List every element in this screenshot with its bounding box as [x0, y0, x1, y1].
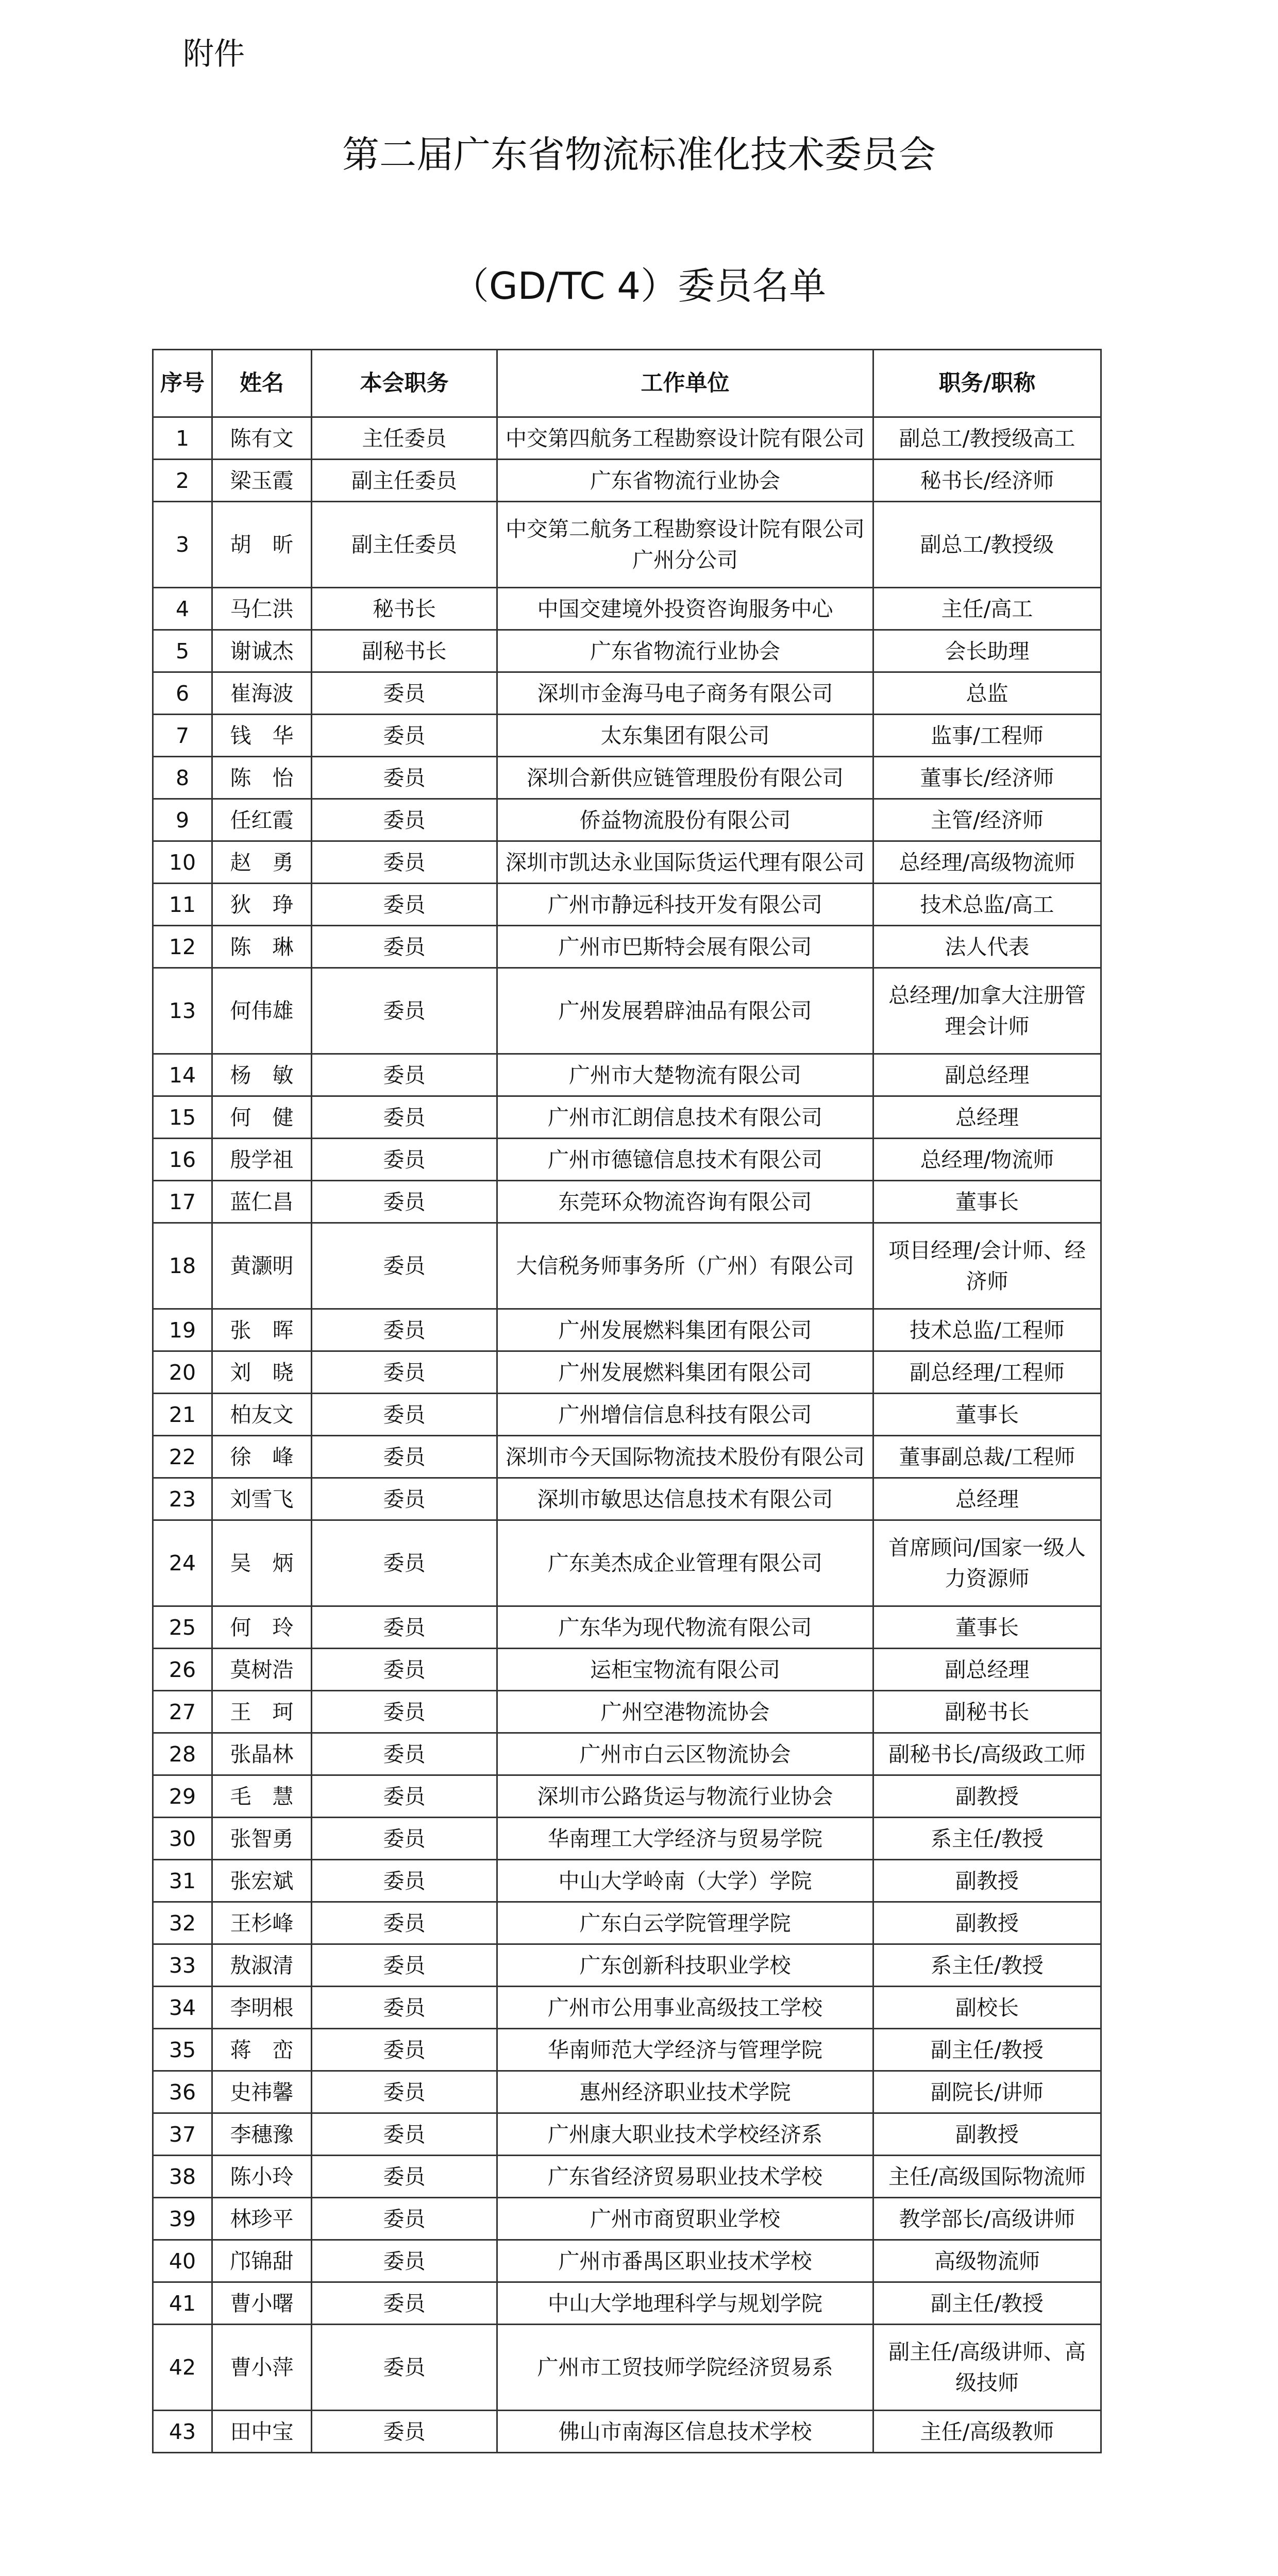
cell-name: 何伟雄 — [212, 968, 312, 1054]
cell-no: 2 — [153, 460, 212, 502]
cell-title: 副教授 — [873, 1902, 1101, 1944]
table-row — [153, 1860, 1101, 1902]
cell-role: 委员 — [312, 1520, 497, 1606]
cell-name: 杨 敏 — [212, 1054, 312, 1096]
cell-title: 副总经理 — [873, 1649, 1101, 1691]
cell-role: 委员 — [312, 1478, 497, 1520]
cell-name: 蒋 峦 — [212, 2029, 312, 2071]
cell-role: 委员 — [312, 926, 497, 968]
cell-unit: 广州市巴斯特会展有限公司 — [497, 926, 873, 968]
table-row — [153, 2113, 1101, 2156]
table-row — [153, 1394, 1101, 1436]
cell-unit: 华南理工大学经济与贸易学院 — [497, 1818, 873, 1860]
cell-role: 委员 — [312, 1606, 497, 1649]
cell-no: 10 — [153, 841, 212, 884]
cell-no: 43 — [153, 2411, 212, 2453]
table-row — [153, 1054, 1101, 1096]
column-header-name: 姓名 — [212, 350, 312, 417]
cell-no: 6 — [153, 672, 212, 715]
cell-title: 首席顾问/国家一级人力资源师 — [873, 1520, 1101, 1606]
cell-unit: 广州市公用事业高级技工学校 — [497, 1987, 873, 2029]
cell-no: 38 — [153, 2156, 212, 2198]
cell-unit: 广东白云学院管理学院 — [497, 1902, 873, 1944]
cell-title: 秘书长/经济师 — [873, 460, 1101, 502]
cell-role: 委员 — [312, 2113, 497, 2156]
cell-name: 陈有文 — [212, 417, 312, 460]
cell-name: 毛 慧 — [212, 1775, 312, 1818]
cell-role: 副秘书长 — [312, 630, 497, 672]
cell-title: 会长助理 — [873, 630, 1101, 672]
cell-unit: 广州市工贸技师学院经济贸易系 — [497, 2325, 873, 2411]
cell-title: 主任/高级国际物流师 — [873, 2156, 1101, 2198]
cell-unit: 佛山市南海区信息技术学校 — [497, 2411, 873, 2453]
table-row — [153, 630, 1101, 672]
table-row — [153, 1351, 1101, 1394]
cell-title: 主任/高级教师 — [873, 2411, 1101, 2453]
cell-no: 15 — [153, 1096, 212, 1139]
cell-title: 系主任/教授 — [873, 1818, 1101, 1860]
cell-no: 21 — [153, 1394, 212, 1436]
cell-name: 刘 晓 — [212, 1351, 312, 1394]
cell-title: 总经理 — [873, 1096, 1101, 1139]
cell-name: 狄 琤 — [212, 884, 312, 926]
table-row — [153, 1436, 1101, 1478]
cell-title: 主管/经济师 — [873, 799, 1101, 841]
cell-name: 钱 华 — [212, 715, 312, 757]
cell-role: 主任委员 — [312, 417, 497, 460]
cell-unit: 广东创新科技职业学校 — [497, 1944, 873, 1987]
cell-unit: 深圳市敏思达信息技术有限公司 — [497, 1478, 873, 1520]
member-table — [152, 349, 1102, 2453]
cell-role: 副主任委员 — [312, 502, 497, 588]
cell-role: 委员 — [312, 1987, 497, 2029]
table-row — [153, 1902, 1101, 1944]
cell-title: 副教授 — [873, 2113, 1101, 2156]
cell-title: 副主任/教授 — [873, 2282, 1101, 2325]
cell-no: 22 — [153, 1436, 212, 1478]
cell-no: 1 — [153, 417, 212, 460]
table-row — [153, 1987, 1101, 2029]
cell-title: 技术总监/高工 — [873, 884, 1101, 926]
cell-unit: 广东省经济贸易职业技术学校 — [497, 2156, 873, 2198]
cell-title: 总监 — [873, 672, 1101, 715]
cell-role: 委员 — [312, 1394, 497, 1436]
cell-title: 副教授 — [873, 1860, 1101, 1902]
table-body — [153, 417, 1101, 2453]
cell-name: 陈 怡 — [212, 757, 312, 799]
cell-title: 副校长 — [873, 1987, 1101, 2029]
cell-role: 委员 — [312, 2411, 497, 2453]
table-row — [153, 1478, 1101, 1520]
cell-name: 邝锦甜 — [212, 2240, 312, 2282]
cell-title: 主任/高工 — [873, 588, 1101, 630]
column-header-no: 序号 — [153, 350, 212, 417]
cell-name: 柏友文 — [212, 1394, 312, 1436]
cell-no: 29 — [153, 1775, 212, 1818]
table-row — [153, 460, 1101, 502]
cell-no: 42 — [153, 2325, 212, 2411]
cell-no: 17 — [153, 1181, 212, 1223]
cell-no: 24 — [153, 1520, 212, 1606]
table-row — [153, 2198, 1101, 2240]
cell-role: 委员 — [312, 1096, 497, 1139]
cell-role: 委员 — [312, 2240, 497, 2282]
table-row — [153, 2325, 1101, 2411]
cell-title: 技术总监/工程师 — [873, 1309, 1101, 1351]
cell-title: 法人代表 — [873, 926, 1101, 968]
table-row — [153, 2240, 1101, 2282]
cell-name: 敖淑清 — [212, 1944, 312, 1987]
column-header-unit: 工作单位 — [497, 350, 873, 417]
cell-unit: 广州发展燃料集团有限公司 — [497, 1351, 873, 1394]
cell-no: 11 — [153, 884, 212, 926]
table-row — [153, 799, 1101, 841]
table-row — [153, 417, 1101, 460]
cell-title: 董事长 — [873, 1181, 1101, 1223]
document-title: 第二届广东省物流标准化技术委员会 — [342, 133, 936, 176]
cell-name: 赵 勇 — [212, 841, 312, 884]
cell-role: 委员 — [312, 1649, 497, 1691]
column-header-title: 职务/职称 — [873, 350, 1101, 417]
table-row — [153, 1775, 1101, 1818]
cell-no: 25 — [153, 1606, 212, 1649]
cell-role: 委员 — [312, 1309, 497, 1351]
cell-unit: 大信税务师事务所（广州）有限公司 — [497, 1223, 873, 1309]
table-row — [153, 672, 1101, 715]
cell-unit: 广东省物流行业协会 — [497, 460, 873, 502]
cell-title: 董事长 — [873, 1606, 1101, 1649]
cell-name: 王杉峰 — [212, 1902, 312, 1944]
cell-title: 副总工/教授级高工 — [873, 417, 1101, 460]
cell-unit: 广州市白云区物流协会 — [497, 1733, 873, 1775]
cell-unit: 广东省物流行业协会 — [497, 630, 873, 672]
cell-name: 吴 炳 — [212, 1520, 312, 1606]
cell-no: 18 — [153, 1223, 212, 1309]
cell-name: 李明根 — [212, 1987, 312, 2029]
cell-name: 何 健 — [212, 1096, 312, 1139]
cell-unit: 深圳市今天国际物流技术股份有限公司 — [497, 1436, 873, 1478]
table-row — [153, 502, 1101, 588]
cell-title: 副院长/讲师 — [873, 2071, 1101, 2113]
cell-name: 王 珂 — [212, 1691, 312, 1733]
cell-name: 林珍平 — [212, 2198, 312, 2240]
cell-unit: 广州市番禺区职业技术学校 — [497, 2240, 873, 2282]
cell-no: 33 — [153, 1944, 212, 1987]
cell-name: 陈 琳 — [212, 926, 312, 968]
cell-title: 教学部长/高级讲师 — [873, 2198, 1101, 2240]
cell-unit: 广州增信信息科技有限公司 — [497, 1394, 873, 1436]
cell-role: 委员 — [312, 1139, 497, 1181]
cell-unit: 广州康大职业技术学校经济系 — [497, 2113, 873, 2156]
cell-role: 委员 — [312, 672, 497, 715]
cell-role: 委员 — [312, 757, 497, 799]
table-row — [153, 1309, 1101, 1351]
table-row — [153, 757, 1101, 799]
cell-name: 梁玉霞 — [212, 460, 312, 502]
cell-role: 委员 — [312, 1902, 497, 1944]
cell-no: 30 — [153, 1818, 212, 1860]
cell-role: 副主任委员 — [312, 460, 497, 502]
cell-title: 副秘书长 — [873, 1691, 1101, 1733]
cell-no: 23 — [153, 1478, 212, 1520]
table-row — [153, 2282, 1101, 2325]
cell-unit: 华南师范大学经济与管理学院 — [497, 2029, 873, 2071]
table-row — [153, 1606, 1101, 1649]
cell-title: 总经理 — [873, 1478, 1101, 1520]
cell-no: 7 — [153, 715, 212, 757]
cell-no: 8 — [153, 757, 212, 799]
cell-name: 张晶林 — [212, 1733, 312, 1775]
cell-title: 系主任/教授 — [873, 1944, 1101, 1987]
table-row — [153, 2071, 1101, 2113]
cell-role: 委员 — [312, 2156, 497, 2198]
column-header-role: 本会职务 — [312, 350, 497, 417]
cell-role: 委员 — [312, 1181, 497, 1223]
cell-title: 总经理/高级物流师 — [873, 841, 1101, 884]
cell-name: 田中宝 — [212, 2411, 312, 2453]
cell-unit: 广东美杰成企业管理有限公司 — [497, 1520, 873, 1606]
cell-no: 5 — [153, 630, 212, 672]
table-row — [153, 1733, 1101, 1775]
cell-no: 35 — [153, 2029, 212, 2071]
cell-unit: 深圳合新供应链管理股份有限公司 — [497, 757, 873, 799]
cell-no: 34 — [153, 1987, 212, 2029]
cell-role: 委员 — [312, 1054, 497, 1096]
cell-name: 曹小萍 — [212, 2325, 312, 2411]
cell-title: 副教授 — [873, 1775, 1101, 1818]
cell-no: 27 — [153, 1691, 212, 1733]
cell-no: 28 — [153, 1733, 212, 1775]
cell-no: 26 — [153, 1649, 212, 1691]
cell-name: 胡 昕 — [212, 502, 312, 588]
cell-no: 19 — [153, 1309, 212, 1351]
attachment-label: 附件 — [183, 36, 245, 72]
cell-role: 委员 — [312, 1860, 497, 1902]
cell-name: 刘雪飞 — [212, 1478, 312, 1520]
cell-no: 41 — [153, 2282, 212, 2325]
table-row — [153, 2156, 1101, 2198]
cell-name: 徐 峰 — [212, 1436, 312, 1478]
cell-unit: 深圳市金海马电子商务有限公司 — [497, 672, 873, 715]
cell-unit: 广州市大楚物流有限公司 — [497, 1054, 873, 1096]
cell-title: 副总经理 — [873, 1054, 1101, 1096]
cell-no: 16 — [153, 1139, 212, 1181]
cell-name: 黄灏明 — [212, 1223, 312, 1309]
cell-unit: 广州空港物流协会 — [497, 1691, 873, 1733]
cell-name: 马仁洪 — [212, 588, 312, 630]
table-row — [153, 1181, 1101, 1223]
cell-title: 副秘书长/高级政工师 — [873, 1733, 1101, 1775]
cell-title: 总经理/物流师 — [873, 1139, 1101, 1181]
cell-no: 4 — [153, 588, 212, 630]
cell-title: 董事长/经济师 — [873, 757, 1101, 799]
cell-title: 副总经理/工程师 — [873, 1351, 1101, 1394]
table-row — [153, 1818, 1101, 1860]
cell-name: 陈小玲 — [212, 2156, 312, 2198]
cell-role: 委员 — [312, 1351, 497, 1394]
table-row — [153, 884, 1101, 926]
cell-role: 委员 — [312, 1775, 497, 1818]
cell-unit: 中交第四航务工程勘察设计院有限公司 — [497, 417, 873, 460]
cell-unit: 中山大学岭南（大学）学院 — [497, 1860, 873, 1902]
cell-name: 张宏斌 — [212, 1860, 312, 1902]
cell-name: 张智勇 — [212, 1818, 312, 1860]
cell-role: 委员 — [312, 799, 497, 841]
cell-role: 委员 — [312, 715, 497, 757]
cell-unit: 中交第二航务工程勘察设计院有限公司广州分公司 — [497, 502, 873, 588]
cell-no: 13 — [153, 968, 212, 1054]
cell-name: 何 玲 — [212, 1606, 312, 1649]
cell-no: 40 — [153, 2240, 212, 2282]
cell-role: 委员 — [312, 1944, 497, 1987]
cell-title: 高级物流师 — [873, 2240, 1101, 2282]
cell-no: 9 — [153, 799, 212, 841]
cell-name: 史祎馨 — [212, 2071, 312, 2113]
cell-name: 崔海波 — [212, 672, 312, 715]
table-row — [153, 2029, 1101, 2071]
cell-role: 委员 — [312, 2282, 497, 2325]
cell-name: 李穗豫 — [212, 2113, 312, 2156]
cell-unit: 惠州经济职业技术学院 — [497, 2071, 873, 2113]
cell-role: 委员 — [312, 1436, 497, 1478]
cell-unit: 东莞环众物流咨询有限公司 — [497, 1181, 873, 1223]
cell-title: 监事/工程师 — [873, 715, 1101, 757]
cell-title: 董事长 — [873, 1394, 1101, 1436]
cell-no: 20 — [153, 1351, 212, 1394]
cell-unit: 广州发展燃料集团有限公司 — [497, 1309, 873, 1351]
cell-unit: 太东集团有限公司 — [497, 715, 873, 757]
cell-role: 秘书长 — [312, 588, 497, 630]
cell-role: 委员 — [312, 2029, 497, 2071]
table-row — [153, 1691, 1101, 1733]
cell-unit: 侨益物流股份有限公司 — [497, 799, 873, 841]
table-row — [153, 841, 1101, 884]
cell-title: 副总工/教授级 — [873, 502, 1101, 588]
cell-unit: 广州市汇朗信息技术有限公司 — [497, 1096, 873, 1139]
cell-name: 张 晖 — [212, 1309, 312, 1351]
table-row — [153, 2411, 1101, 2453]
cell-role: 委员 — [312, 968, 497, 1054]
cell-title: 董事副总裁/工程师 — [873, 1436, 1101, 1478]
cell-unit: 深圳市公路货运与物流行业协会 — [497, 1775, 873, 1818]
cell-title: 副主任/教授 — [873, 2029, 1101, 2071]
cell-title: 项目经理/会计师、经济师 — [873, 1223, 1101, 1309]
cell-unit: 广州市德镱信息技术有限公司 — [497, 1139, 873, 1181]
table-header-row — [153, 350, 1101, 417]
cell-no: 12 — [153, 926, 212, 968]
cell-name: 谢诚杰 — [212, 630, 312, 672]
table-row — [153, 1944, 1101, 1987]
cell-unit: 中山大学地理科学与规划学院 — [497, 2282, 873, 2325]
table-row — [153, 1520, 1101, 1606]
cell-role: 委员 — [312, 2198, 497, 2240]
table-row — [153, 926, 1101, 968]
cell-name: 任红霞 — [212, 799, 312, 841]
cell-no: 3 — [153, 502, 212, 588]
cell-role: 委员 — [312, 2071, 497, 2113]
cell-name: 莫树浩 — [212, 1649, 312, 1691]
cell-no: 14 — [153, 1054, 212, 1096]
table-row — [153, 1223, 1101, 1309]
table-row — [153, 968, 1101, 1054]
cell-role: 委员 — [312, 1818, 497, 1860]
cell-unit: 广东华为现代物流有限公司 — [497, 1606, 873, 1649]
cell-title: 副主任/高级讲师、高级技师 — [873, 2325, 1101, 2411]
cell-name: 殷学祖 — [212, 1139, 312, 1181]
cell-no: 32 — [153, 1902, 212, 1944]
cell-name: 曹小曙 — [212, 2282, 312, 2325]
cell-no: 37 — [153, 2113, 212, 2156]
table-row — [153, 588, 1101, 630]
table-row — [153, 1649, 1101, 1691]
cell-unit: 运柜宝物流有限公司 — [497, 1649, 873, 1691]
cell-role: 委员 — [312, 1733, 497, 1775]
cell-role: 委员 — [312, 841, 497, 884]
table-row — [153, 715, 1101, 757]
table-row — [153, 1096, 1101, 1139]
cell-role: 委员 — [312, 884, 497, 926]
cell-role: 委员 — [312, 2325, 497, 2411]
cell-no: 31 — [153, 1860, 212, 1902]
cell-role: 委员 — [312, 1223, 497, 1309]
cell-unit: 广州市商贸职业学校 — [497, 2198, 873, 2240]
cell-name: 蓝仁昌 — [212, 1181, 312, 1223]
document-subtitle: （GD/TC 4）委员名单 — [451, 264, 827, 308]
cell-unit: 广州发展碧辟油品有限公司 — [497, 968, 873, 1054]
cell-role: 委员 — [312, 1691, 497, 1733]
cell-unit: 中国交建境外投资咨询服务中心 — [497, 588, 873, 630]
cell-title: 总经理/加拿大注册管理会计师 — [873, 968, 1101, 1054]
cell-no: 36 — [153, 2071, 212, 2113]
cell-no: 39 — [153, 2198, 212, 2240]
cell-unit: 深圳市凯达永业国际货运代理有限公司 — [497, 841, 873, 884]
table-row — [153, 1139, 1101, 1181]
cell-unit: 广州市静远科技开发有限公司 — [497, 884, 873, 926]
